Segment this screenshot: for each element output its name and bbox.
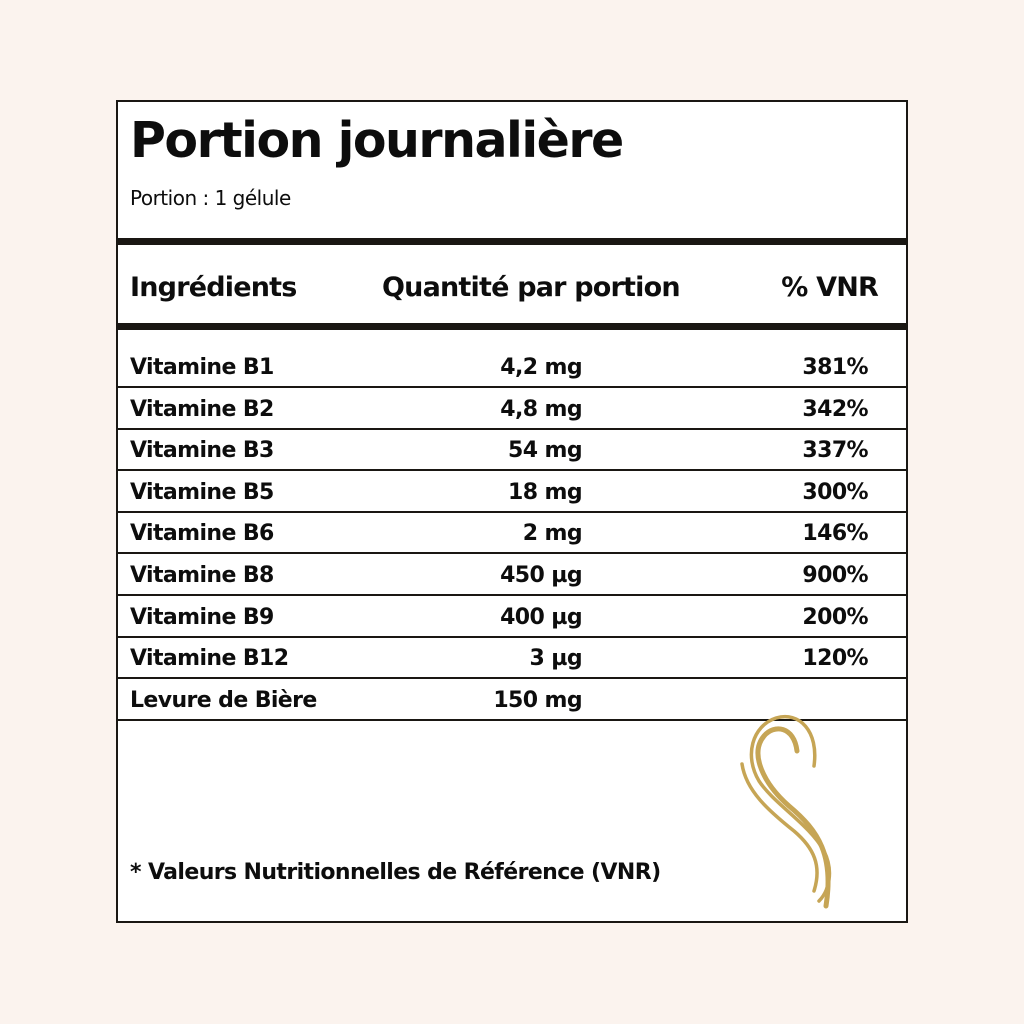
table-row <box>118 332 906 388</box>
table-row <box>118 596 906 638</box>
table-row <box>118 513 906 555</box>
table-row <box>118 638 906 680</box>
ingredient-name: Vitamine B12 <box>130 646 289 672</box>
ingredient-vnr: 900% <box>802 562 868 588</box>
divider-thick <box>118 238 906 245</box>
ingredient-quantity: 54 mg <box>508 438 582 464</box>
ingredient-table <box>118 332 906 721</box>
table-row <box>118 430 906 472</box>
footnote: * Valeurs Nutritionnelles de Référence (VNR) <box>130 860 661 885</box>
divider-thick <box>118 323 906 330</box>
ingredient-vnr: 200% <box>802 604 868 630</box>
ingredient-vnr: 146% <box>802 521 868 547</box>
ingredient-quantity: 2 mg <box>522 521 582 547</box>
ingredient-name: Vitamine B2 <box>130 396 274 422</box>
ingredient-name: Vitamine B8 <box>130 562 274 588</box>
ingredient-quantity: 400 µg <box>500 604 582 630</box>
ingredient-name: Vitamine B1 <box>130 355 274 380</box>
table-row <box>118 388 906 430</box>
header-vnr: % VNR <box>781 272 878 303</box>
ingredient-vnr: 381% <box>802 355 868 380</box>
header-ingredients: Ingrédients <box>130 272 297 303</box>
ingredient-quantity: 4,2 mg <box>500 355 582 380</box>
ingredient-quantity: 150 mg <box>493 687 582 713</box>
ingredient-vnr: 337% <box>802 438 868 464</box>
ingredient-quantity: 4,8 mg <box>500 396 582 422</box>
ingredient-vnr: 120% <box>802 646 868 672</box>
ingredient-quantity: 18 mg <box>508 479 582 505</box>
ingredient-quantity: 450 µg <box>500 562 582 588</box>
table-row <box>118 471 906 513</box>
serving-size: Portion : 1 gélule <box>130 186 291 210</box>
ingredient-name: Vitamine B3 <box>130 438 274 464</box>
ingredient-name: Vitamine B9 <box>130 604 274 630</box>
panel-title: Portion journalière <box>130 112 623 169</box>
ingredient-name: Vitamine B5 <box>130 479 274 505</box>
table-row <box>118 554 906 596</box>
ingredient-quantity: 3 µg <box>529 646 582 672</box>
gold-swirl-logo-icon <box>734 706 854 911</box>
ingredient-name: Vitamine B6 <box>130 521 274 547</box>
ingredient-vnr: 342% <box>802 396 868 422</box>
header-quantity: Quantité par portion <box>382 272 680 303</box>
ingredient-name: Levure de Bière <box>130 687 317 713</box>
ingredient-vnr: 300% <box>802 479 868 505</box>
